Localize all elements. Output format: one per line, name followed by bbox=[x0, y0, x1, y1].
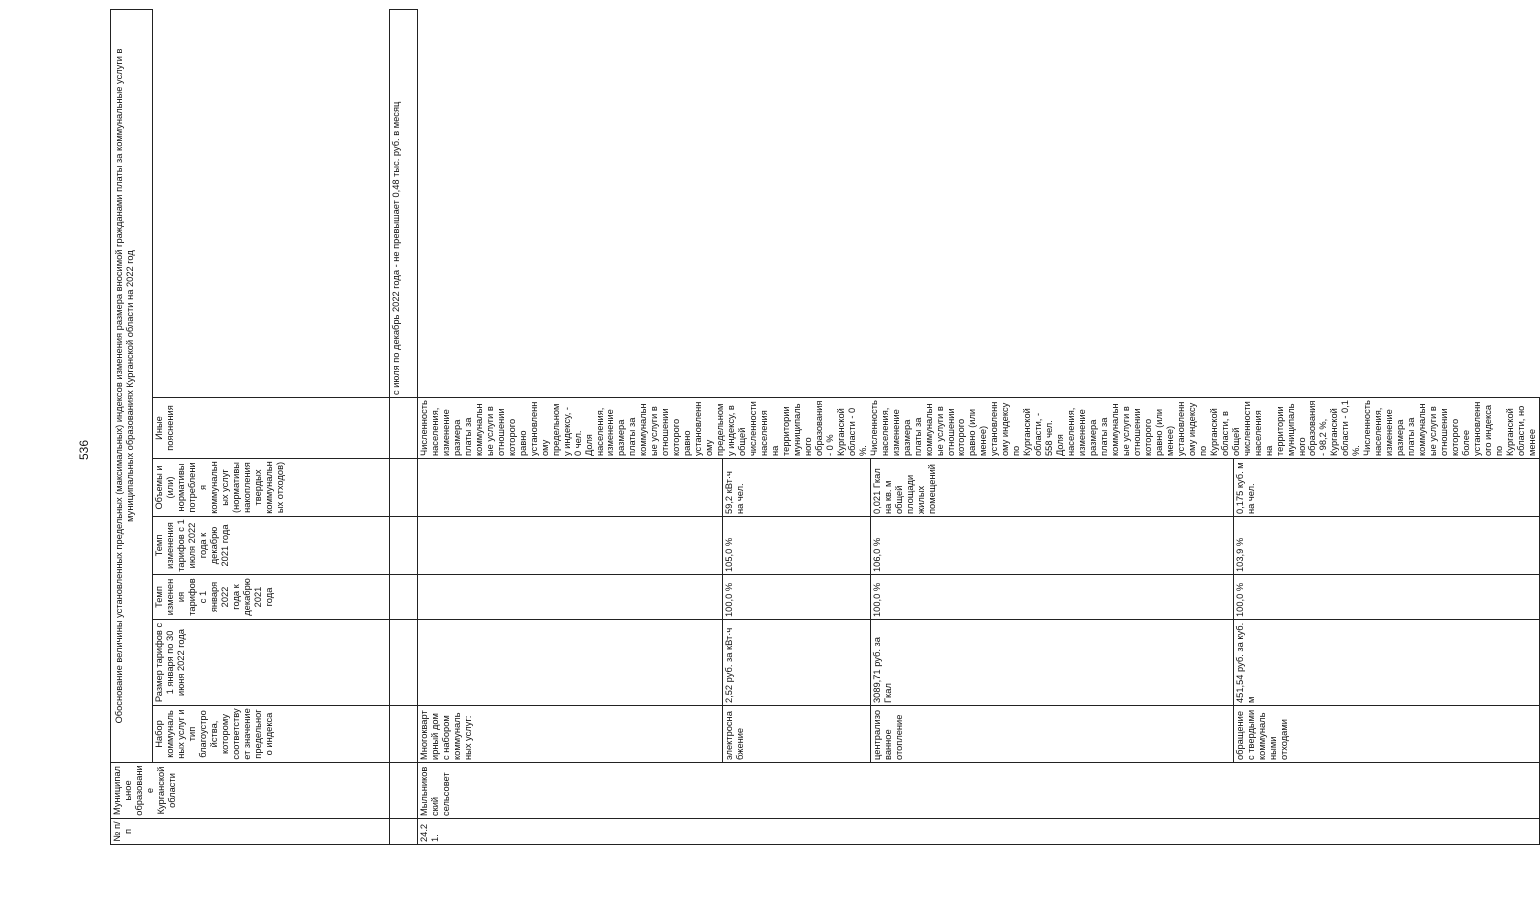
header-service-set: Набор коммунальных услуг и тип благоустройства, которому соответствует значение предельного индекса bbox=[153, 706, 390, 763]
table-title: Обоснование величины установленных предельных (максимальных) индексов изменения размера вносимой гражданами платы за коммунальные услуги в муниципальных образованиях Курганской области на 2022 год bbox=[111, 9, 153, 762]
header-tariff-size: Размер тарифов с 1 января по 30 июня 2022 года bbox=[153, 620, 390, 706]
header-rate-jan: Темп изменения тарифов с 1 января 2022 года к декабрю 2021 года bbox=[153, 575, 390, 620]
header-municipality: Муниципальное образование Курганской области bbox=[111, 763, 390, 819]
service-set-intro: Многоквартирный дом с набором коммунальных услуг: bbox=[418, 706, 723, 763]
service-rate-jan: 100,0 % bbox=[1234, 575, 1539, 620]
service-rate-jan: 100,0 % bbox=[723, 575, 871, 620]
rotated-table-page bbox=[110, 10, 1537, 845]
service-tariff: 2,52 руб. за кВт·ч bbox=[723, 620, 871, 706]
header-rate-jul: Темп изменения тарифов с 1 июля 2022 года к декабрю 2021 года bbox=[153, 517, 390, 575]
table-row bbox=[418, 9, 723, 844]
service-rate-jul: 103,9 % bbox=[1234, 517, 1539, 575]
prev-row-notes: с июля по декабрь 2022 года - не превышает 0,48 тыс. руб. в месяц bbox=[390, 9, 418, 397]
row-notes bbox=[418, 398, 1540, 459]
service-rate-jul: 106,0 % bbox=[871, 517, 1234, 575]
service-tariff: 451,54 руб. за куб. м bbox=[1234, 620, 1539, 706]
service-name: электроснабжение bbox=[723, 706, 871, 763]
header-volume: Объемы и (или) нормативы потребления коммунальных услуг (нормативы накопления твердых коммунальных отходов) bbox=[153, 459, 390, 517]
row-number: 24.21. bbox=[418, 819, 1540, 845]
service-volume: 59,2 кВт·ч на чел. bbox=[723, 459, 871, 517]
service-name: централизованное отопление bbox=[871, 706, 1234, 763]
note-paragraph: Численность населения, изменение размера платы за коммунальные услуги в отношении которого равно установленному предельному индексу, - 0 чел. bbox=[419, 400, 583, 456]
tariff-table bbox=[110, 9, 1540, 845]
page-number: 536 bbox=[77, 439, 91, 460]
note-paragraph: Доля населения, изменение размера платы за коммунальные услуги в отношении которого равно установленному предельному индексу, в общей численности населения на территории муниципального образования - 0 % Курганской области - 0 %. bbox=[583, 400, 868, 456]
note-paragraph: Численность населения, изменение размера платы за коммунальные услуги в отношении которого более установленного индекса по Курганской области, но менее bbox=[1362, 400, 1537, 456]
service-volume: 0,021 Гкал на кв. м общей площади жилых помещений bbox=[871, 459, 1234, 517]
header-num: № п/п bbox=[111, 819, 390, 845]
prev-row-continuation bbox=[390, 9, 418, 844]
service-volume: 0,175 куб. м на чел. bbox=[1234, 459, 1539, 517]
service-name: обращение с твердыми коммунальными отходами bbox=[1234, 706, 1539, 763]
service-rate-jul: 105,0 % bbox=[723, 517, 871, 575]
note-paragraph: Численность населения, изменение размера платы за коммунальные услуги в отношении которого равно (или менее) установленному индексу по Курганской области, - 558 чел. bbox=[868, 400, 1055, 456]
header-notes: Иные пояснения bbox=[153, 398, 390, 459]
note-paragraph: Доля населения, изменение размера платы за коммунальные услуги в отношении которого равно (или менее) установленному индексу по Курганской области, в общей численности населения на территории муниципального образования - 98,2 %, Курганской области - 0,1 %. bbox=[1055, 400, 1362, 456]
row-municipality: Мыльниковский сельсовет bbox=[418, 763, 1540, 819]
service-rate-jan: 100,0 % bbox=[871, 575, 1234, 620]
service-tariff: 3089,71 руб. за Гкал bbox=[871, 620, 1234, 706]
